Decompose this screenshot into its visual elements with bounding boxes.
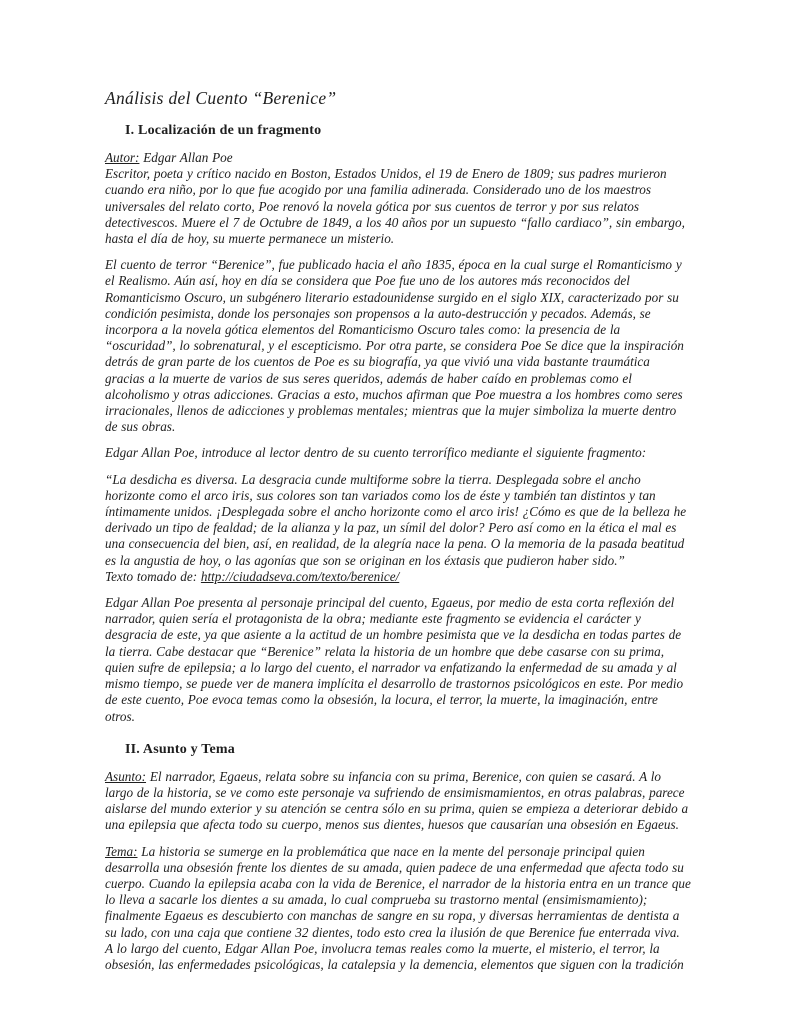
author-bio-text: Escritor, poeta y crítico nacido en Boston, Estados Unidos, el 19 de Enero de 1809; sus padres murieron cuando era niño, por lo que fue acogido por una familia adinerada. Considerado uno de los maestros universales del relato corto, Poe renovó la novela gótica por sus cuentos de terror y por sus relatos detectivescos. Muere el 7 de Octubre de 1849, a los 40 años por un supuesto “fallo cardiaco”, sin embargo, hasta el día de hoy, su muerte permanece un misterio. <box>105 166 685 247</box>
source-label: Texto tomado de: <box>105 568 201 584</box>
intro-paragraph: Edgar Allan Poe, introduce al lector dentro de su cuento terrorífico mediante el siguiente fragmento: <box>105 445 647 461</box>
document-content <box>105 88 691 983</box>
section-2-heading: II. Asunto y Tema <box>125 741 235 757</box>
asunto-label: Asunto: <box>105 768 147 784</box>
asunto-paragraph <box>105 769 691 834</box>
quote-paragraph <box>105 472 691 585</box>
document-title: Análisis del Cuento “Berenice” <box>105 88 337 108</box>
tema-label: Tema: <box>105 843 138 859</box>
author-label: Autor: <box>105 150 140 165</box>
analysis-paragraph: Edgar Allan Poe presenta al personaje principal del cuento, Egaeus, por medio de esta corta reflexión del narrador, quien sería el protagonista de la obra; mediante este fragmento se evidencia el carácter y desgracia de este, ya que asiente a la actitud de un hombre pesimista que ve la desdicha en todas partes de la tierra. Cabe destacar que “Berenice” relata la historia de un hombre que debe casarse con su prima, quien sufre de epilepsia; a lo largo del cuento, el narrador va enfatizando la enfermedad de su amada y al mismo tiempo, se puede ver de manera implícita el desarrollo de trastornos psicológicos en este. Por medio de este cuento, Poe evoca temas como la obsesión, la locura, el terror, la muerte, la imaginación, entre otros. <box>105 595 684 724</box>
context-paragraph: El cuento de terror “Berenice”, fue publicado hacia el año 1835, época en la cual surge el Romanticismo y el Realismo. Aún así, hoy en día se considera que Poe fue uno de los autores más reconocidos del Romanticismo Oscuro, un subgénero literario estadounidense surgido en el siglo XIX, caracterizado por su condición pesimista, donde los personajes son propensos a la auto-destrucción y pecados. Además, se incorpora a la novela gótica elementos del Romanticismo Oscuro tales como: la presencia de la “oscuridad”, lo sobrenatural, y el escepticismo. Por otra parte, se considera Poe Se dice que la inspiración detrás de gran parte de los cuentos de Poe es su biografía, ya que vivió una vida bastante traumática gracias a la muerte de varios de sus seres queridos, además de haber caído en problemas como el alcoholismo y otras adicciones. Gracias a esto, muchos afirman que Poe muestra a los hombres como seres irracionales, llenos de adicciones y problemas mentales; mientras que la mujer simboliza la muerte dentro de sus obras. <box>105 257 684 435</box>
section-1-heading: I. Localización de un fragmento <box>125 123 322 138</box>
author-name: Edgar Allan Poe <box>139 150 233 165</box>
author-paragraph <box>105 150 691 247</box>
quote-text: “La desdicha es diversa. La desgracia cunde multiforme sobre la tierra. Desplegada sobre el ancho horizonte como el arco iris, sus colores son tan variados como los de éste y también tan distintos y tan íntimamente unidos. ¡Desplegada sobre el ancho horizonte como el arco iris! ¿Cómo es que de la belleza he derivado un tipo de fealdad; de la alianza y la paz, un símil del dolor? Pero así como en la ética el mal es una consecuencia del bien, así, en realidad, de la alegría nace la pena. O la memoria de la pasada beatitud es la angustia de hoy, o las agonías que son se originan en los éxtasis que pudieron haber sido.” <box>105 471 687 568</box>
asunto-text: El narrador, Egaeus, relata sobre su infancia con su prima, Berenice, con quien se casará. A lo largo de la historia, se ve como este personaje va sufriendo de ensimismamientos, en otras palabras, parece aislarse del mundo exterior y su atención se centra sólo en su prima, quien se empieza a deteriorar debido a una epilepsia que afecta todo su cuerpo, menos sus dientes, huesos que causarían una obsesión en Egaeus. <box>105 768 689 833</box>
tema-paragraph <box>105 844 691 974</box>
source-link[interactable]: http://ciudadseva.com/texto/berenice/ <box>200 568 400 584</box>
tema-text: La historia se sumerge en la problemática que nace en la mente del personaje principal quien desarrolla una obsesión frente los dientes de su amada, quien padece de una enfermedad que afecta todo su cuerpo. Cuando la epilepsia acaba con la vida de Berenice, el narrador de la historia entra en un trance que lo lleva a sacarle los dientes a su amada, lo cual comprueba su trastorno mental (ensimismamiento); finalmente Egaeus es descubierto con manchas de sangre en su ropa, y diversas herramientas de dentista a su lado, con una caja que contiene 32 dientes, todo esto crea la ilusión de que Berenice fue enterrada viva. A lo largo del cuento, Edgar Allan Poe, involucra temas reales como la muerte, el misterio, el terror, la obsesión, las enfermedades psicológicas, la catalepsia y la demencia, elementos que siguen con la tradición <box>105 843 691 972</box>
